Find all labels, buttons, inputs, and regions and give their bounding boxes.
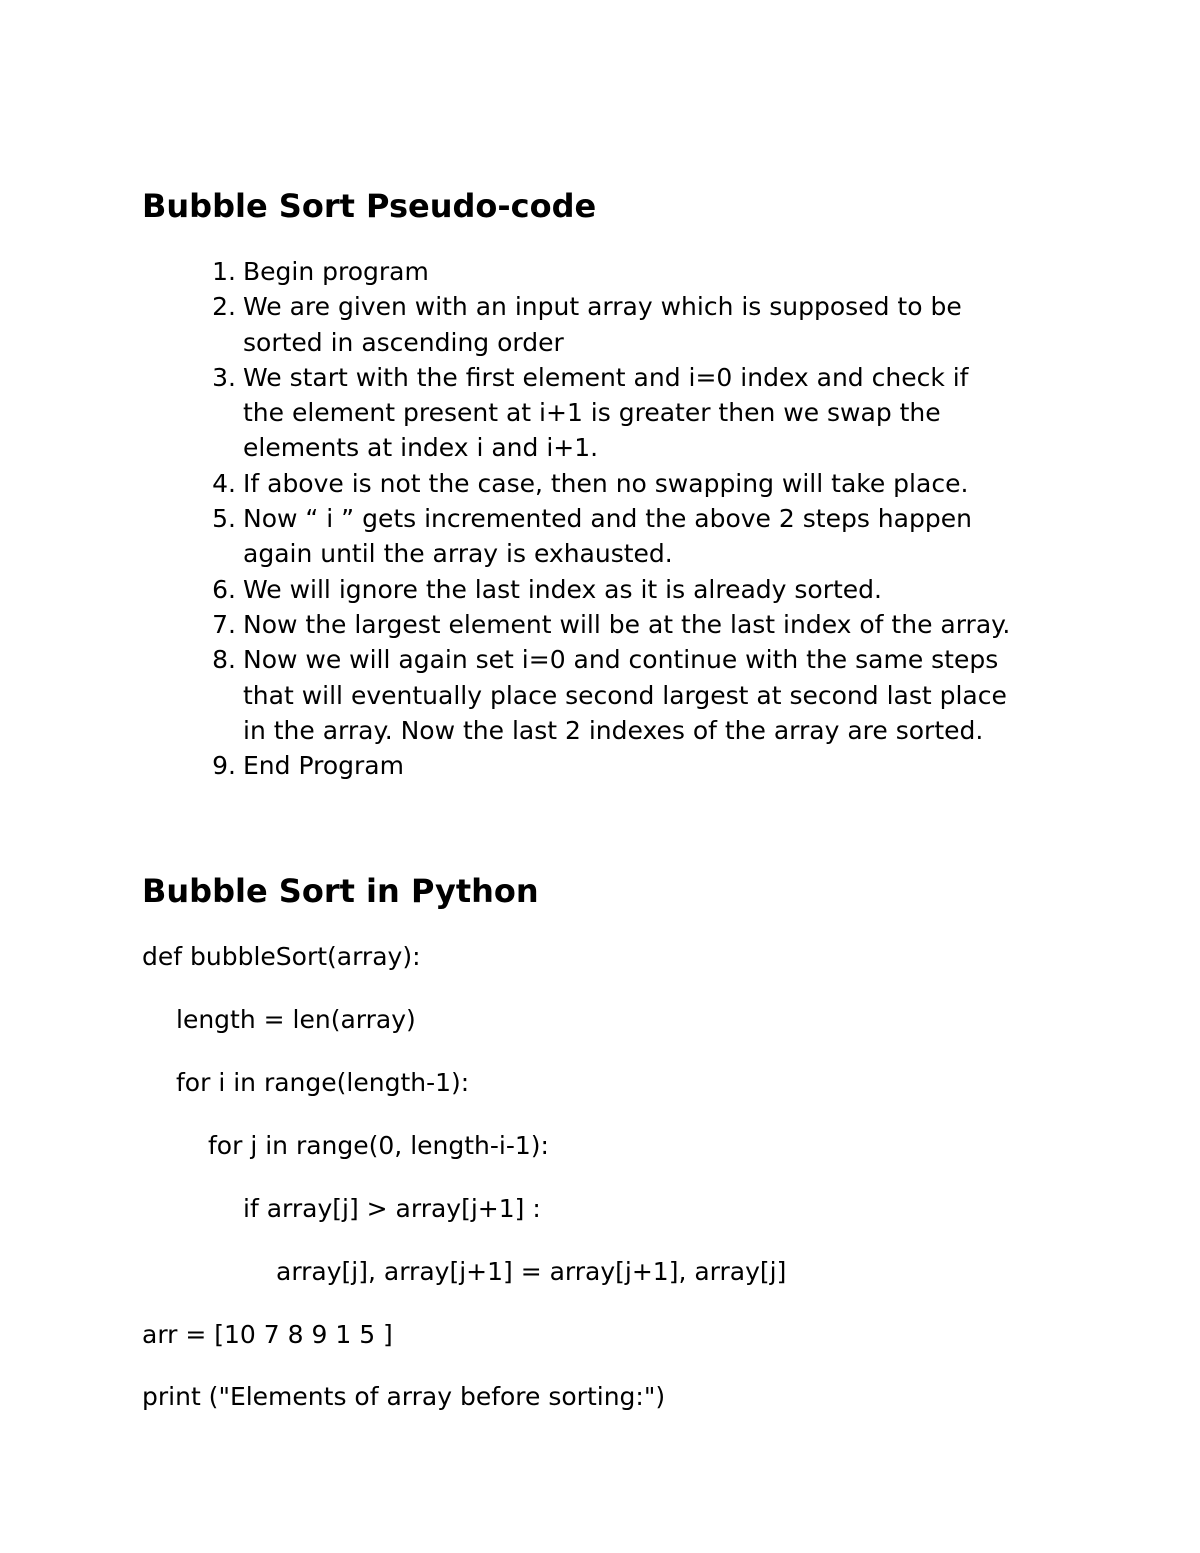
step-item bbox=[200, 572, 1080, 607]
step-text bbox=[243, 254, 1080, 289]
step-line: Now we will again set i=0 and continue with the same steps bbox=[243, 645, 999, 675]
step-line: that will eventually place second largest at second last place bbox=[243, 680, 1007, 710]
section-heading-pseudocode: Bubble Sort Pseudo-code bbox=[142, 187, 597, 225]
step-text bbox=[243, 501, 1080, 572]
step-text bbox=[243, 572, 1080, 607]
step-number: 5. bbox=[212, 504, 236, 534]
step-item bbox=[200, 642, 1080, 748]
step-number: 2. bbox=[212, 292, 236, 322]
step-text bbox=[243, 607, 1080, 642]
step-line: We will ignore the last index as it is already sorted. bbox=[243, 574, 882, 604]
code-line-def: def bubbleSort(array): bbox=[142, 942, 421, 971]
step-number: 7. bbox=[212, 609, 236, 639]
step-number: 4. bbox=[212, 468, 236, 498]
step-line: Now “ i ” gets incremented and the above 2 steps happen bbox=[243, 504, 972, 534]
step-item bbox=[200, 466, 1080, 501]
step-line: Now the largest element will be at the last index of the array. bbox=[243, 609, 1011, 639]
step-text bbox=[243, 748, 1080, 783]
code-line-inner-loop: for j in range(0, length-i-1): bbox=[208, 1131, 549, 1160]
step-number: 1. bbox=[212, 257, 236, 286]
step-text bbox=[243, 289, 1080, 360]
step-number: 9. bbox=[212, 751, 236, 781]
step-item bbox=[200, 289, 1080, 360]
code-line-outer-loop: for i in range(length-1): bbox=[176, 1068, 470, 1097]
step-item bbox=[200, 748, 1080, 783]
step-item bbox=[200, 501, 1080, 572]
step-number: 6. bbox=[212, 574, 236, 604]
step-line: Begin program bbox=[243, 257, 429, 286]
step-number: 3. bbox=[212, 362, 236, 392]
step-line: We start with the first element and i=0 index and check if bbox=[243, 362, 969, 392]
step-line: again until the array is exhausted. bbox=[243, 539, 673, 569]
code-line-array: arr = [10 7 8 9 1 5 ] bbox=[142, 1320, 393, 1349]
code-line-length: length = len(array) bbox=[176, 1005, 416, 1034]
step-line: sorted in ascending order bbox=[243, 327, 564, 357]
step-text bbox=[243, 466, 1080, 501]
code-line-print: print ("Elements of array before sorting:") bbox=[142, 1382, 666, 1411]
step-line: End Program bbox=[243, 751, 404, 781]
code-line-swap: array[j], array[j+1] = array[j+1], array[j] bbox=[276, 1257, 787, 1286]
step-text bbox=[243, 642, 1080, 748]
step-line: If above is not the case, then no swapping will take place. bbox=[243, 468, 969, 498]
step-line: in the array. Now the last 2 indexes of the array are sorted. bbox=[243, 715, 984, 745]
code-line-compare: if array[j] > array[j+1] : bbox=[243, 1194, 541, 1223]
step-number: 8. bbox=[212, 645, 236, 675]
step-item bbox=[200, 360, 1080, 466]
step-line: elements at index i and i+1. bbox=[243, 433, 599, 463]
step-item bbox=[200, 607, 1080, 642]
step-text bbox=[243, 360, 1080, 466]
step-item bbox=[200, 254, 1080, 289]
pseudocode-steps-list bbox=[200, 254, 1080, 783]
step-line: We are given with an input array which is supposed to be bbox=[243, 292, 962, 322]
step-line: the element present at i+1 is greater then we swap the bbox=[243, 398, 941, 428]
section-heading-python: Bubble Sort in Python bbox=[142, 872, 539, 910]
